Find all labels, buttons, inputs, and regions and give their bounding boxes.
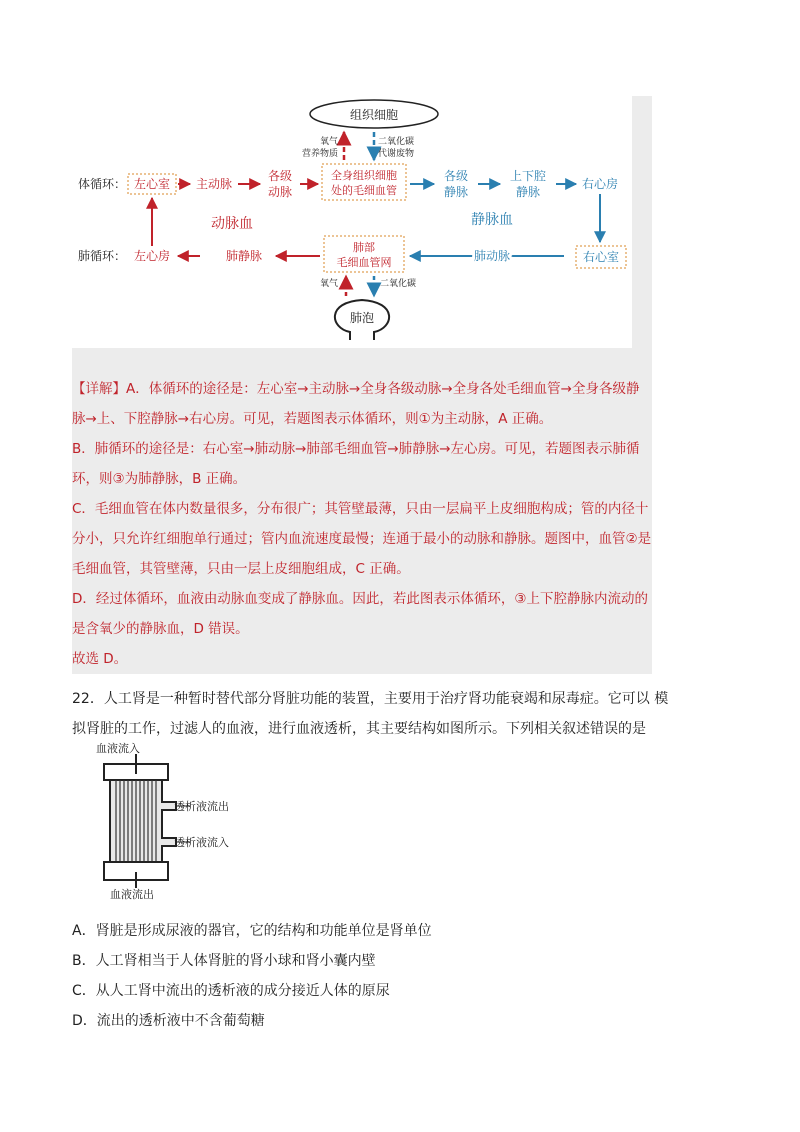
- explanation-text: [72, 374, 652, 674]
- explanation-line: D．经过体循环，血液由动脉血变成了静脉血。因此，若此图表示体循环，③上下腔静脉内流动的: [72, 591, 648, 607]
- explanation-line: 是含氧少的静脉血，D 错误。: [72, 621, 249, 637]
- question-line: 22．人工肾是一种暂时替代部分肾脏功能的装置，主要用于治疗肾功能衰竭和尿毒症。它可以 模: [72, 691, 669, 707]
- nutrients-label: 营养物质: [301, 149, 338, 159]
- veins-label-1: 各级: [443, 169, 469, 183]
- explanation-line: 毛细血管，其管壁薄，只由一层上皮细胞组成，C 正确。: [72, 561, 410, 577]
- arteries-label-2: 动脉: [267, 185, 293, 199]
- veins-label-2: 静脉: [443, 185, 469, 199]
- option-b[interactable]: B．人工肾相当于人体肾脏的肾小球和肾小囊内壁: [72, 953, 376, 969]
- co2-lung-label: 二氧化碳: [380, 279, 417, 289]
- explanation-line: 【详解】A．体循环的途径是：左心室→主动脉→全身各级动脉→全身各处毛细血管→全身各级静: [72, 381, 640, 397]
- explanation-line: B．肺循环的途径是：右心室→肺动脉→肺部毛细血管→肺静脉→左心房。可见，若题图表示肺循: [72, 441, 640, 457]
- right-ventricle-label: 右心室: [582, 250, 620, 264]
- left-atrium-label: 左心房: [133, 249, 171, 263]
- dialyzer-figure: [96, 740, 276, 900]
- co2-label: 二氧化碳: [378, 137, 415, 147]
- body-capillaries-label-1: 全身组织细胞: [331, 169, 397, 182]
- arterial-blood-label: 动脉血: [211, 216, 253, 232]
- explanation-line: 分小，只允许红细胞单行通过；管内血流速度最慢；连通于最小的动脉和静脉。题图中，血管②是: [72, 531, 652, 547]
- oxygen-lung-label: 氧气: [319, 279, 338, 289]
- lung-capillaries-label-2: 毛细血管网: [336, 256, 392, 269]
- pulmonary-circulation-label: 肺循环：: [78, 249, 127, 263]
- dialysate-out-label: 透析液流出: [174, 800, 229, 813]
- option-c[interactable]: C．从人工肾中流出的透析液的成分接近人体的原尿: [72, 983, 390, 999]
- circulation-diagram: [72, 96, 632, 348]
- lung-capillaries-label-1: 肺部: [353, 241, 375, 254]
- wastes-label: 代谢废物: [378, 149, 415, 159]
- blood-in-label: 血液流入: [96, 742, 140, 755]
- option-a[interactable]: A．肾脏是形成尿液的器官，它的结构和功能单位是肾单位: [72, 923, 432, 939]
- vena-cava-label-2: 静脉: [515, 185, 541, 199]
- right-atrium-label: 右心房: [581, 177, 619, 191]
- dialysate-in-label: 透析液流入: [174, 836, 229, 849]
- venous-blood-label: 静脉血: [471, 212, 513, 228]
- blood-out-label: 血液流出: [110, 888, 154, 900]
- question-22-stem: [72, 684, 712, 744]
- arteries-label-1: 各级: [267, 169, 293, 183]
- question-line: 拟肾脏的工作，过滤人的血液，进行血液透析，其主要结构如图所示。下列相关叙述错误的是: [72, 721, 646, 737]
- explanation-line: C．毛细血管在体内数量很多，分布很广；其管壁最薄，只由一层扁平上皮细胞构成；管的内径十: [72, 501, 649, 517]
- tissue-cells-label: 组织细胞: [349, 108, 399, 122]
- alveolus-label: 肺泡: [349, 311, 375, 325]
- left-ventricle-label: 左心室: [133, 177, 171, 191]
- option-d[interactable]: D．流出的透析液中不含葡萄糖: [72, 1013, 265, 1029]
- answer-options: [72, 916, 712, 1036]
- vena-cava-label-1: 上下腔: [509, 169, 547, 183]
- explanation-line: 环，则③为肺静脉，B 正确。: [72, 471, 247, 487]
- systemic-circulation-label: 体循环：: [78, 177, 127, 191]
- aorta-label: 主动脉: [195, 177, 233, 191]
- answer-line: 故选 D。: [72, 651, 128, 667]
- pulmonary-artery-label: 肺动脉: [473, 249, 511, 263]
- oxygen-label: 氧气: [319, 137, 338, 147]
- explanation-line: 脉→上、下腔静脉→右心房。可见，若题图表示体循环，则①为主动脉，A 正确。: [72, 411, 553, 427]
- pulmonary-vein-label: 肺静脉: [225, 249, 263, 263]
- body-capillaries-label-2: 处的毛细血管: [331, 184, 397, 197]
